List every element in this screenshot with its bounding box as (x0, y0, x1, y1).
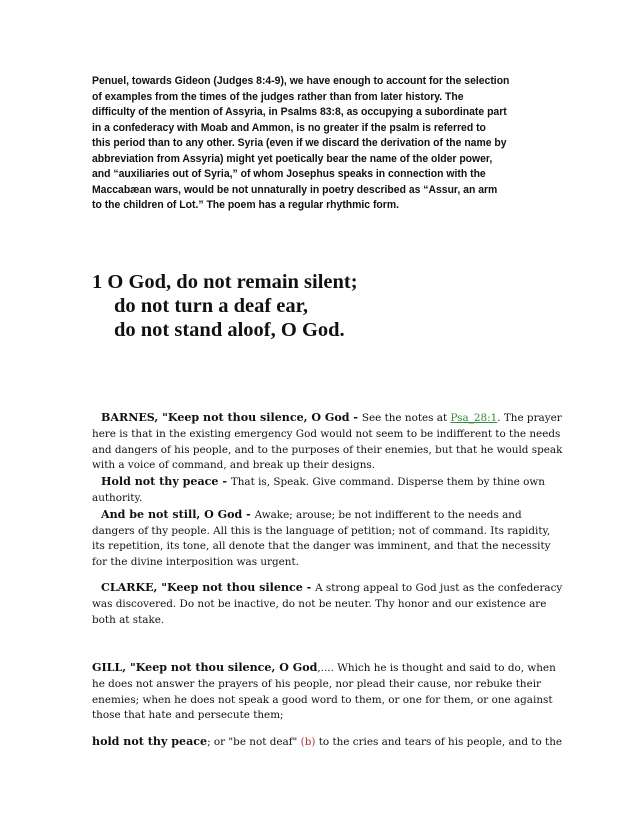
barnes-line: here is that in the existing emergency God would not seem to be indifferent to the needs (92, 427, 561, 440)
intro-line: and “auxiliaries out of Syria,” of whom Josephus speaks in connection with the (92, 168, 486, 180)
gill-line: those that hate and persecute them; (92, 709, 284, 722)
footnote-ref-b[interactable]: (b) (300, 736, 316, 749)
clarke-heading: CLARKE, "Keep not thou silence - (101, 581, 316, 594)
intro-line: difficulty of the mention of Assyria, in Psalms 83:8, as occupying a subordinate part (92, 106, 507, 118)
verse-line-2: do not turn a deaf ear, (114, 295, 308, 317)
barnes-line: for the divine interposition was urgent. (92, 556, 299, 569)
verse-line-3: do not stand aloof, O God. (114, 319, 345, 341)
barnes-p1-first-line (92, 410, 562, 427)
gill-text: to the cries and tears of his people, and to the (315, 736, 563, 749)
gill-line: he does not answer the prayers of his people, nor plead their cause, nor rebuke their (92, 677, 542, 690)
gill-line: enemies; when he does not speak a good word to them, or one for them, or one against (92, 693, 553, 706)
intro-line: of examples from the times of the judges rather than from later history. The (92, 90, 464, 103)
hold-not-heading: Hold not thy peace - (101, 475, 231, 489)
hold-not-thy-peace-heading: hold not thy peace (92, 735, 208, 749)
clarke-line: was discovered. Do not be inactive, do not be neuter. Thy honor and our existence are (92, 597, 547, 610)
barnes-commentary (92, 410, 563, 571)
intro-line: Maccabæan wars, would be not unnaturally in poetry described as “Assur, an arm (92, 183, 498, 196)
gill-p2-line (92, 734, 563, 751)
gill-first-line (92, 660, 556, 677)
psa-28-1-link[interactable]: Psa_28:1 (450, 412, 498, 424)
barnes-p2-first-line (92, 474, 552, 491)
intro-line: this period than to any other. Syria (even if we discard the derivation of the name by (92, 137, 507, 149)
barnes-text: That is, Speak. Give command. Disperse them by thine own (230, 476, 545, 489)
gill-commentary (92, 660, 563, 751)
barnes-line: authority. (92, 491, 143, 504)
clarke-line: both at stake. (92, 613, 165, 626)
gill-heading: GILL, "Keep not thou silence, O God (92, 661, 318, 674)
clarke-commentary (92, 580, 563, 628)
verse-line-1: 1 O God, do not remain silent; (92, 271, 358, 293)
intro-paragraph (92, 74, 553, 214)
barnes-line: and dangers of his people, and to the purposes of their enemies, but that he would speak (92, 443, 563, 456)
intro-line: to the children of Lot.” The poem has a regular rhythmic form. (92, 199, 399, 211)
intro-line: abbreviation from Assyria) might yet poetically bear the name of the older power, (92, 152, 493, 165)
barnes-text: See the notes at (361, 412, 451, 424)
barnes-text: Awake; arouse; be not indifferent to the needs and (254, 508, 522, 521)
gill-text: ,.... Which he is thought and said to do, when (317, 662, 556, 674)
clarke-text: A strong appeal to God just as the confederacy (315, 582, 563, 594)
intro-line: in a confederacy with Moab and Ammon, is no greater if the psalm is referred to (92, 121, 486, 134)
barnes-line: dangers of thy people. All this is the language of petition; not of command. Its rapidity, (92, 524, 551, 537)
barnes-p3-first-line (92, 507, 552, 524)
barnes-line: with a voice of command, and break up their designs. (92, 459, 376, 472)
barnes-line: its repetition, its tone, all denote that the danger was imminent, and that the necessity (92, 540, 551, 553)
barnes-heading: BARNES, "Keep not thou silence, O God - (101, 411, 362, 424)
be-not-still-heading: And be not still, O God - (101, 507, 255, 521)
verse-heading (92, 270, 358, 342)
gill-text: ; or "be not deaf" (207, 736, 301, 749)
intro-line: Penuel, towards Gideon (Judges 8:4-9), we have enough to account for the selection (92, 75, 510, 87)
clarke-first-line (92, 580, 563, 597)
barnes-text: . The prayer (497, 412, 562, 424)
